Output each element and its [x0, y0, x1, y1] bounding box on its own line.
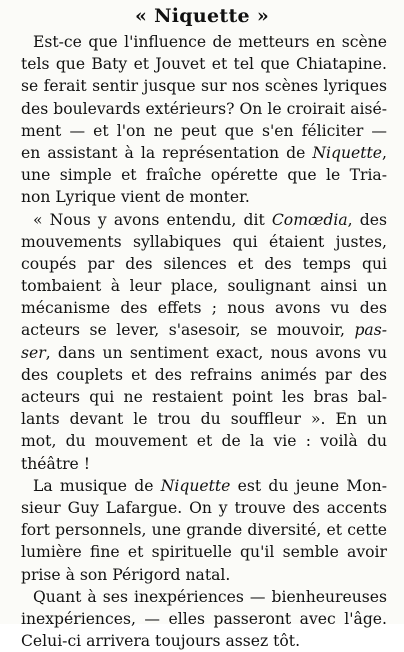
text-line — [21, 608, 387, 630]
text-line — [21, 586, 387, 608]
text-segment: acteurs qui ne restaient point les bras bal- — [21, 388, 387, 406]
text-line — [21, 519, 387, 541]
text-line — [21, 53, 387, 75]
text-segment: une simple et fraîche opérette que le Tria- — [21, 166, 387, 185]
text-segment: lants devant le trou du souffleur ». En un — [21, 410, 387, 429]
text-line — [21, 430, 387, 452]
text-segment: mot, du mouvement et de la vie : voilà du — [21, 432, 387, 451]
text-line — [21, 98, 387, 120]
text-segment: non Lyrique vient de monter. — [21, 188, 250, 207]
text-line — [21, 31, 387, 53]
text-segment: , dans un sentiment exact, nous avons vu — [45, 343, 387, 362]
text-line — [21, 231, 387, 253]
text-segment: , — [382, 143, 387, 162]
paragraph — [21, 475, 387, 586]
text-line — [21, 209, 387, 231]
italic-text: Niquette — [312, 143, 383, 162]
text-line — [21, 475, 387, 497]
text-segment: « Nous y avons entendu, dit — [33, 210, 272, 229]
text-line — [21, 497, 387, 519]
text-segment: fort personnels, une grande diversité, et cette — [21, 521, 387, 540]
text-line — [21, 186, 387, 208]
text-segment: Est-ce que l'influence de metteurs en scène — [33, 33, 387, 51]
paragraph — [21, 31, 387, 209]
text-line — [21, 120, 387, 142]
text-segment: La musique de — [33, 476, 161, 495]
text-segment: mécanisme des effets ; nous avons vu des — [21, 299, 387, 318]
text-line — [21, 630, 387, 652]
text-segment: en assistant à la représentation de — [21, 143, 313, 162]
paragraph — [21, 209, 387, 475]
italic-text: pas- — [354, 321, 387, 340]
text-segment: acteurs se lever, s'asesoir, se mouvoir, — [21, 321, 355, 340]
text-line — [21, 408, 387, 430]
text-segment: des boulevards extérieurs? On le croirait aisé- — [21, 99, 387, 118]
text-segment: tombaient à leur place, soulignant ainsi un — [21, 277, 387, 296]
text-line — [21, 364, 387, 386]
article-title: « Niquette » — [135, 5, 269, 27]
text-segment: Celui-ci arrivera toujours assez tôt. — [21, 632, 301, 651]
text-segment: lumière fine et spirituelle qu'il semble avoir — [21, 543, 387, 562]
text-line — [21, 75, 387, 97]
text-segment: théâtre ! — [21, 454, 91, 473]
text-segment: des couplets et des refrains animés par des — [21, 365, 387, 384]
text-line — [21, 564, 387, 586]
text-segment: sieur Guy Lafargue. On y trouve des accents — [21, 498, 387, 517]
text-segment: est du jeune Mon- — [230, 476, 387, 495]
article-body — [21, 31, 387, 652]
text-line — [21, 164, 387, 186]
text-segment: mouvements syllabiques qui étaient justes, — [21, 232, 387, 251]
italic-text: Niquette — [160, 476, 231, 495]
text-line — [21, 275, 387, 297]
text-line — [21, 453, 387, 475]
text-line — [21, 297, 387, 319]
text-line — [21, 142, 387, 164]
text-line — [21, 319, 387, 341]
text-segment: se ferait sentir jusque sur nos scènes lyriques — [21, 77, 387, 96]
text-segment: tels que Baty et Jouvet et tel que Chiatapine. — [21, 55, 387, 74]
text-line — [21, 342, 387, 364]
paragraph — [21, 586, 387, 652]
text-segment: coupés par des silences et des temps qui — [21, 254, 387, 273]
text-segment: Quant à ses inexpériences — bienheureuses — [33, 587, 387, 606]
text-segment: inexpériences, — elles passeront avec l'âge. — [21, 609, 387, 628]
italic-text: ser — [21, 343, 46, 362]
text-line — [21, 541, 387, 563]
text-segment: ment — et l'on ne peut que s'en féliciter — — [21, 121, 387, 140]
italic-text: Comœdia — [271, 210, 348, 229]
text-line — [21, 253, 387, 275]
text-line — [21, 386, 387, 408]
text-segment: , des — [347, 210, 387, 229]
text-segment: prise à son Périgord natal. — [21, 565, 231, 584]
